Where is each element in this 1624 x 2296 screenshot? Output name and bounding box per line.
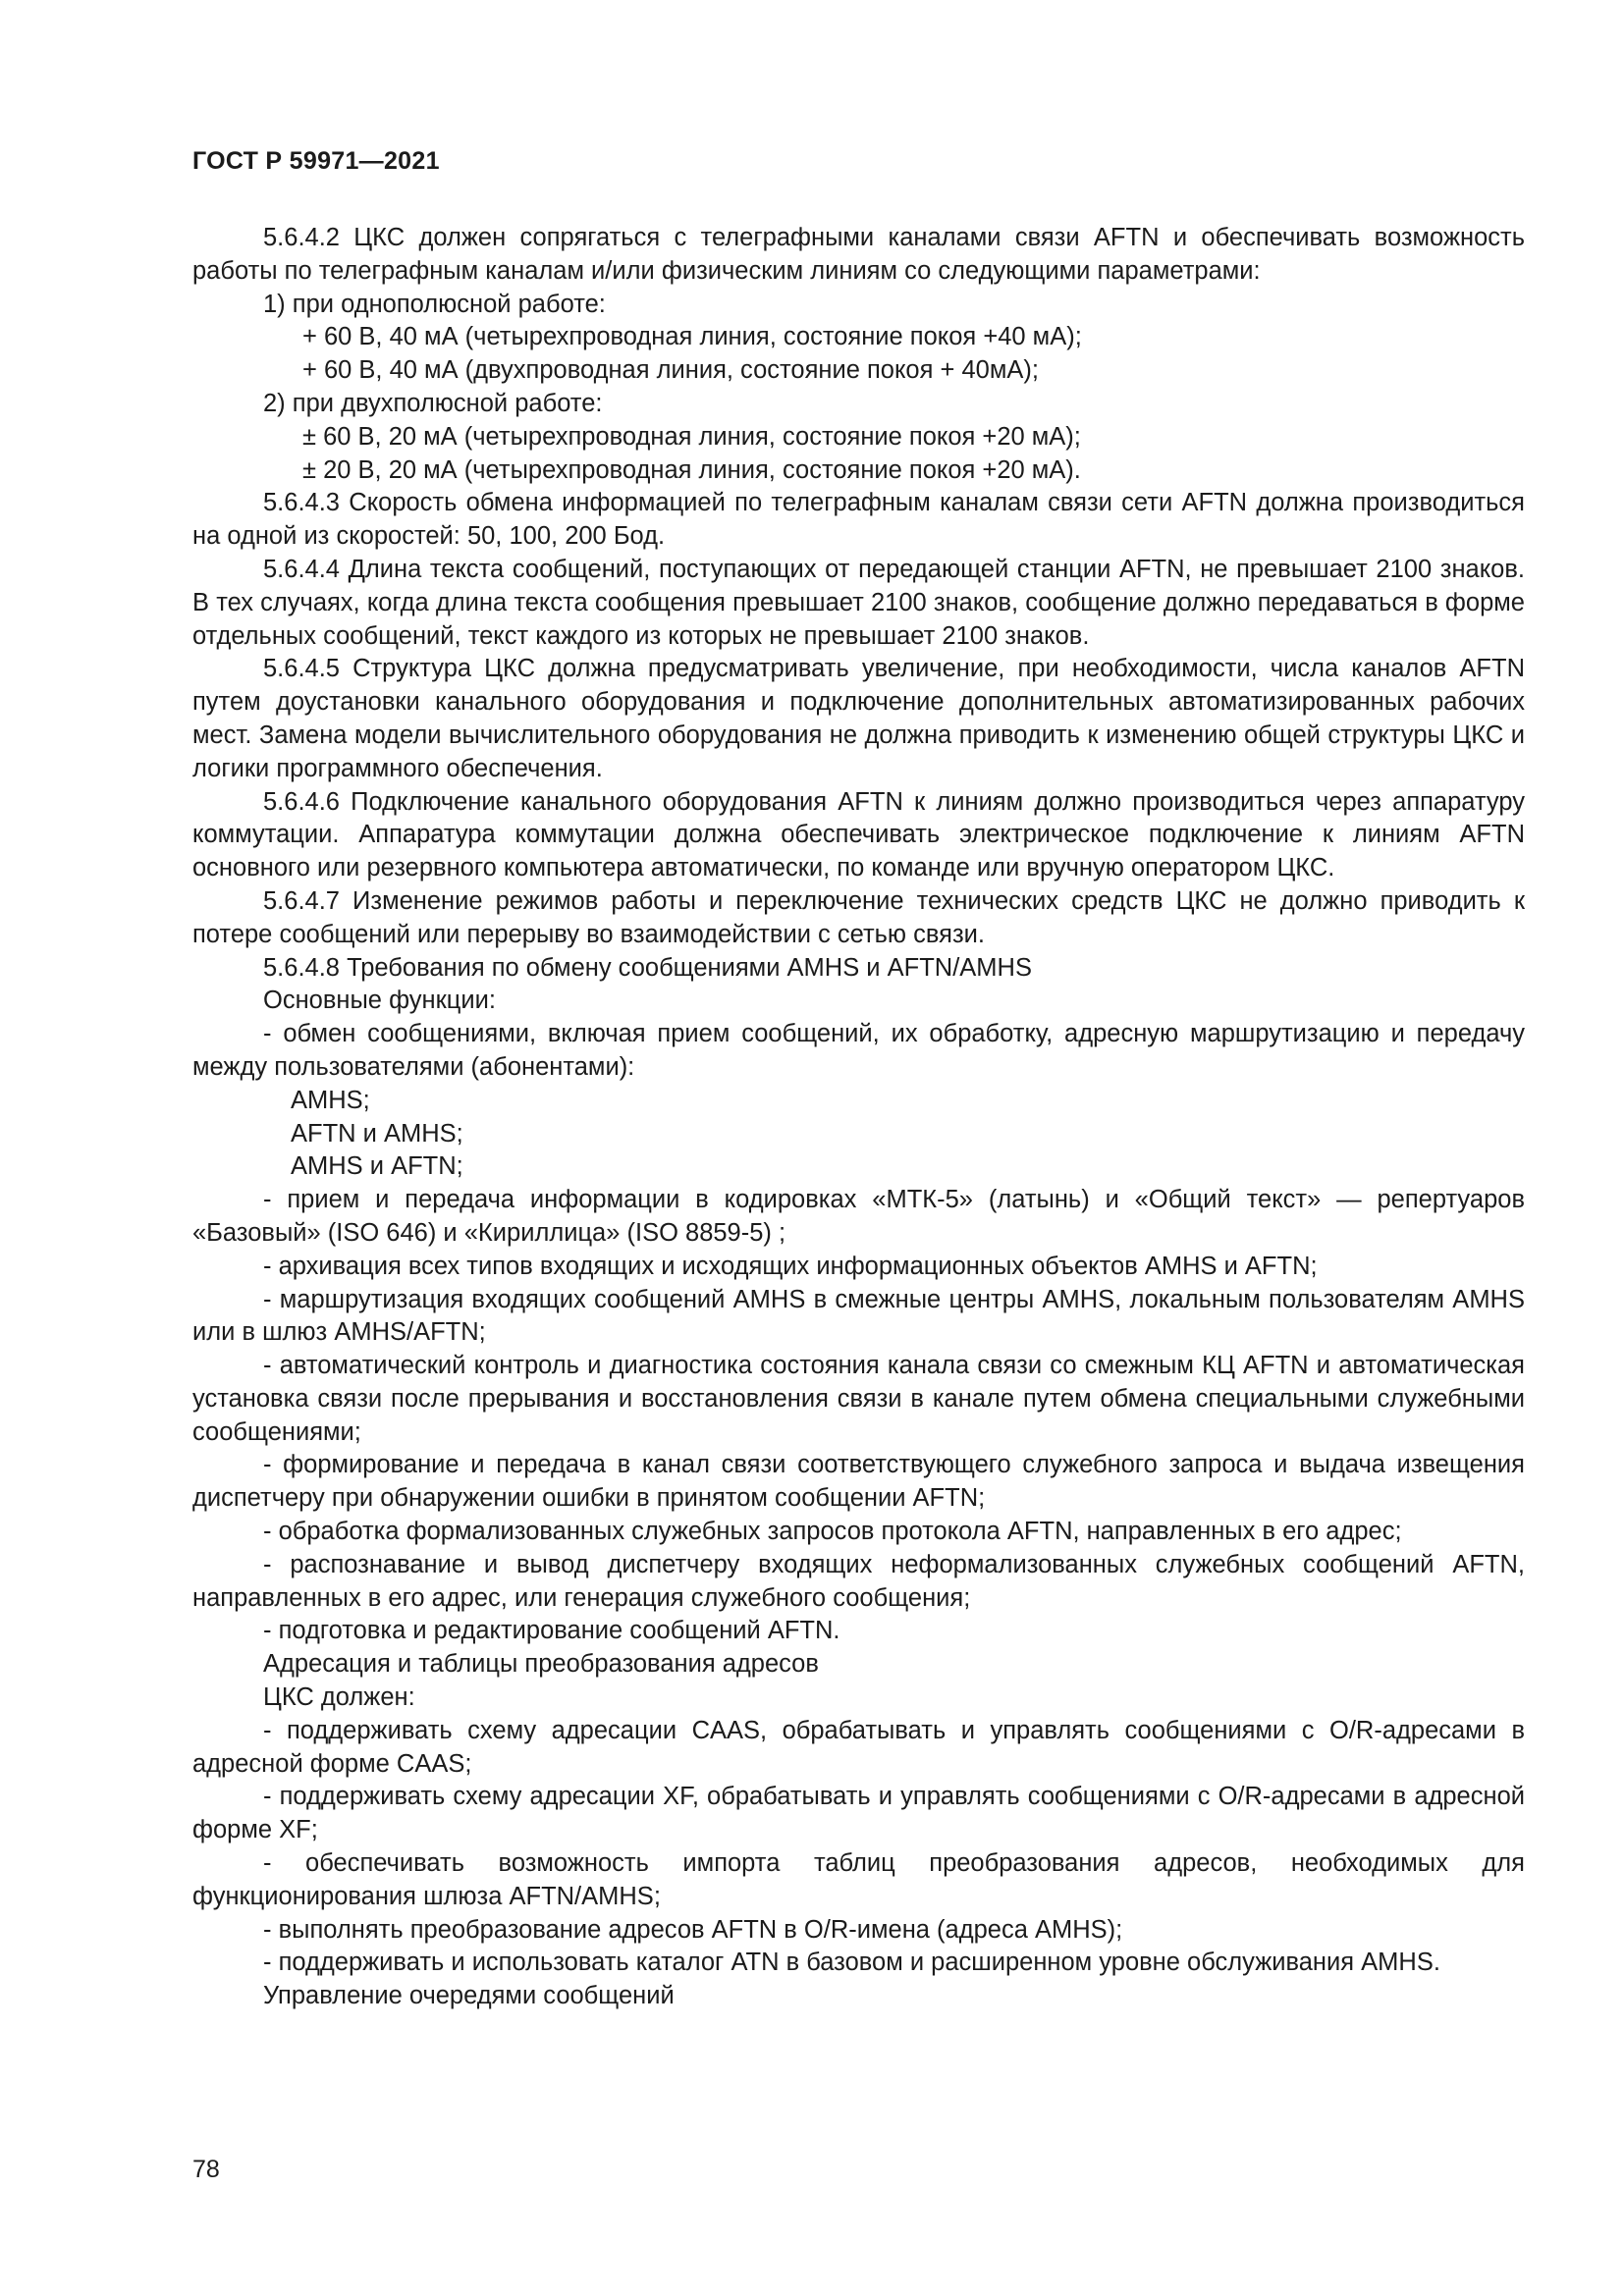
paragraph: AFTN и AMHS; bbox=[291, 1119, 463, 1148]
paragraph: + 60 В, 40 мА (двухпроводная линия, состояние покоя + 40мА); bbox=[302, 356, 1039, 385]
paragraph: - маршрутизация входящих сообщений AMHS в смежные центры AMHS, локальным пользователям AMHS или в шлюз AMHS/AFTN; bbox=[192, 1285, 1525, 1347]
paragraph: ± 60 В, 20 мА (четырехпроводная линия, состояние покоя +20 мА); bbox=[302, 422, 1081, 451]
paragraph: 2) при двухполюсной работе: bbox=[263, 389, 603, 417]
paragraph: AMHS; bbox=[291, 1086, 370, 1114]
paragraph: 5.6.4.6 Подключение канального оборудования AFTN к линиям должно производиться через аппаратуру коммутации. Аппаратура коммутации должна обеспечивать электрическое подключение к линиям AFTN основного или резервного компьютера автоматически, по команде или вручную оператором ЦКС. bbox=[192, 787, 1525, 882]
paragraph: Основные функции: bbox=[263, 987, 496, 1015]
paragraph: - выполнять преобразование адресов AFTN в O/R-имена (адреса AMHS); bbox=[263, 1915, 1123, 1944]
paragraph: Управление очередями сообщений bbox=[263, 1982, 675, 2010]
paragraph: - поддерживать схему адресации XF, обрабатывать и управлять сообщениями с O/R-адресами в адресной форме XF; bbox=[192, 1783, 1525, 1844]
paragraph: - прием и передача информации в кодировках «МТК-5» (латынь) и «Общий текст» — репертуаров «Базовый» (ISO 646) и «Кириллица» (ISO 8859-5) ; bbox=[192, 1186, 1525, 1247]
paragraph: 5.6.4.7 Изменение режимов работы и переключение технических средств ЦКС не должно приводить к потере сообщений или перерыву во взаимодействии с сетью связи. bbox=[192, 886, 1525, 948]
paragraph: - архивация всех типов входящих и исходящих информационных объектов AMHS и AFTN; bbox=[263, 1252, 1318, 1280]
paragraph: 5.6.4.2 ЦКС должен сопрягаться с телеграфными каналами связи AFTN и обеспечивать возможность работы по телеграфным каналам и/или физическим линиям со следующими параметрами: bbox=[192, 224, 1525, 285]
paragraph: 1) при однополюсной работе: bbox=[263, 290, 606, 318]
paragraph: Адресация и таблицы преобразования адресов bbox=[263, 1650, 819, 1679]
paragraph: - обеспечивать возможность импорта таблиц преобразования адресов, необходимых для функционирования шлюза AFTN/AMHS; bbox=[192, 1849, 1525, 1910]
paragraph: - подготовка и редактирование сообщений AFTN. bbox=[263, 1617, 840, 1645]
paragraph: 5.6.4.5 Структура ЦКС должна предусматривать увеличение, при необходимости, числа каналов AFTN путем доустановки канального оборудования и подключение дополнительных автоматизированных рабочих мест. Замена модели вычислительного оборудования не должна приводить к изменению общей структуры ЦКС и логики программного обеспечения. bbox=[192, 655, 1525, 782]
paragraph: AMHS и AFTN; bbox=[291, 1152, 463, 1181]
document-header: ГОСТ Р 59971—2021 bbox=[192, 147, 440, 175]
paragraph: 5.6.4.3 Скорость обмена информацией по телеграфным каналам связи сети AFTN должна производиться на одной из скоростей: 50, 100, 200 Бод. bbox=[192, 489, 1525, 551]
page-number: 78 bbox=[192, 2156, 220, 2183]
paragraph: 5.6.4.4 Длина текста сообщений, поступающих от передающей станции AFTN, не превышает 2100 знаков. В тех случаях, когда длина текста сообщения превышает 2100 знаков, сообщение должно передаваться в форме отдельных сообщений, текст каждого из которых не превышает 2100 знаков. bbox=[192, 555, 1525, 650]
document-body bbox=[192, 222, 1525, 2013]
paragraph: 5.6.4.8 Требования по обмену сообщениями AMHS и AFTN/AMHS bbox=[263, 953, 1032, 982]
paragraph: + 60 В, 40 мА (четырехпроводная линия, состояние покоя +40 мА); bbox=[302, 323, 1082, 351]
paragraph: - обмен сообщениями, включая прием сообщений, их обработку, адресную маршрутизацию и передачу между пользователями (абонентами): bbox=[192, 1020, 1525, 1081]
paragraph: ЦКС должен: bbox=[263, 1683, 415, 1712]
paragraph: - распознавание и вывод диспетчеру входящих неформализованных служебных сообщений AFTN, направленных в его адрес, или генерация служебного сообщения; bbox=[192, 1550, 1525, 1612]
paragraph: - автоматический контроль и диагностика состояния канала связи со смежным КЦ AFTN и автоматическая установка связи после прерывания и восстановления связи в канале путем обмена специальными служебными сообщениями; bbox=[192, 1352, 1525, 1446]
paragraph: - обработка формализованных служебных запросов протокола AFTN, направленных в его адрес; bbox=[263, 1518, 1402, 1546]
paragraph: - поддерживать схему адресации CAAS, обрабатывать и управлять сообщениями с O/R-адресами в адресной форме CAAS; bbox=[192, 1716, 1525, 1778]
paragraph: - формирование и передача в канал связи соответствующего служебного запроса и выдача извещения диспетчеру при обнаружении ошибки в принятом сообщении AFTN; bbox=[192, 1451, 1525, 1513]
paragraph: ± 20 В, 20 мА (четырехпроводная линия, состояние покоя +20 мА). bbox=[302, 455, 1081, 484]
paragraph: - поддерживать и использовать каталог ATN в базовом и расширенном уровне обслуживания AMHS. bbox=[263, 1949, 1440, 1977]
